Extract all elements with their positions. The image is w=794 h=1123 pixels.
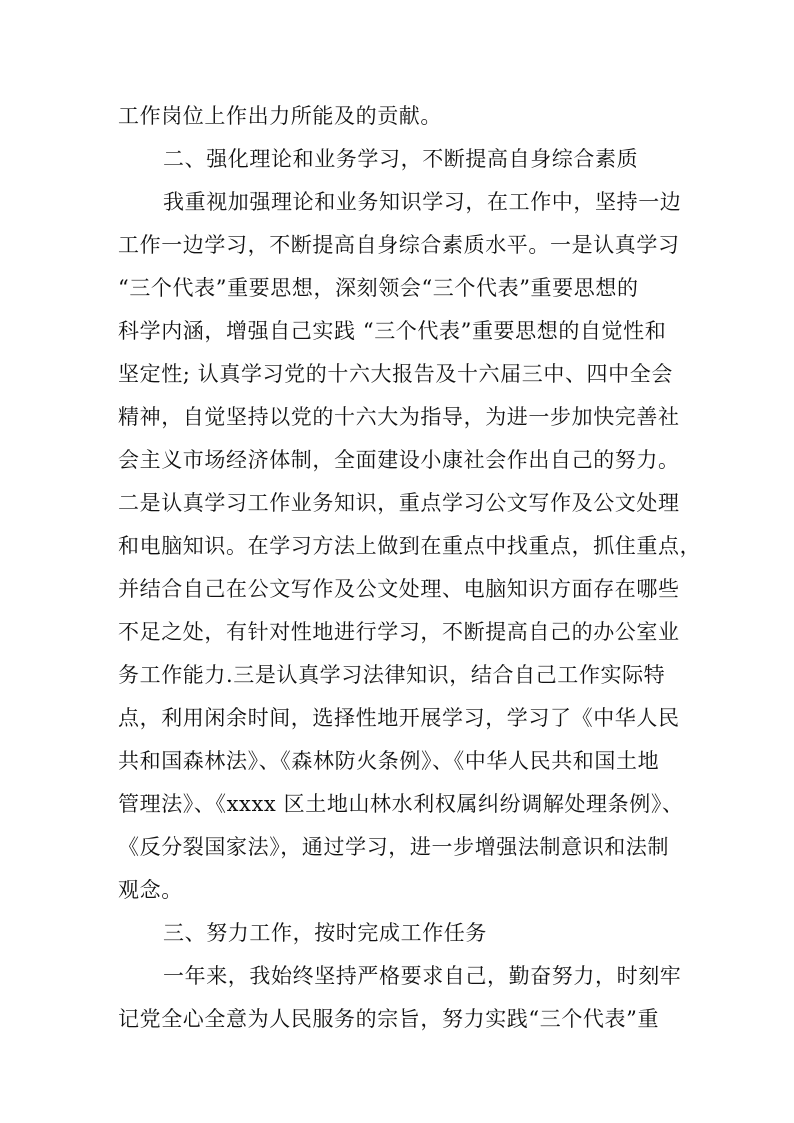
text-line: 一年来，我始终坚持严格要求自己，勤奋努力，时刻牢 [163, 964, 682, 988]
text-line: 科学内涵，增强自己实践 “三个代表”重要思想的自觉性和 [118, 319, 667, 343]
text-line: 工作岗位上作出力所能及的贡献。 [118, 104, 442, 128]
text-line: 工作一边学习，不断提高自身综合素质水平。一是认真学习 [118, 233, 680, 257]
text-line: “三个代表”重要思想，深刻领会“三个代表”重要思想的 [118, 276, 639, 300]
text-line: 我重视加强理论和业务知识学习，在工作中，坚持一边 [163, 190, 682, 214]
text-line: 记党全心全意为人民服务的宗旨，努力实践“三个代表”重 [118, 1007, 660, 1031]
section-heading: 二、强化理论和业务学习，不断提高自身综合素质 [163, 147, 639, 171]
text-line: 务工作能力.三是认真学习法律知识，结合自己工作实际特 [118, 663, 666, 687]
text-line: 《反分裂国家法》，通过学习，进一步增强法制意识和法制 [118, 835, 670, 859]
text-line: 会主义市场经济体制，全面建设小康社会作出自己的努力。 [118, 448, 680, 472]
text-line: 共和国森林法》、《森林防火条例》、《中华人民共和国土地 [118, 749, 660, 773]
text-line: 点，利用闲余时间，选择性地开展学习，学习了《中华人民 [118, 706, 680, 730]
text-line: 不足之处，有针对性地进行学习，不断提高自己的办公室业 [118, 620, 680, 644]
text-line: 二是认真学习工作业务知识，重点学习公文写作及公文处理 [118, 491, 680, 515]
text-line: 并结合自己在公文写作及公文处理、电脑知识方面存在哪些 [118, 577, 680, 601]
text-line: 和电脑知识。在学习方法上做到在重点中找重点，抓住重点， [118, 534, 702, 558]
text-line: 精神，自觉坚持以党的十六大为指导，为进一步加快完善社 [118, 405, 680, 429]
text-line: 观念。 [118, 878, 183, 902]
text-line: 坚定性; 认真学习党的十六大报告及十六届三中、四中全会 [118, 362, 673, 386]
text-line: 管理法》、《xxxx 区土地山林水利权属纠纷调解处理条例》、 [118, 792, 684, 816]
section-heading: 三、努力工作，按时完成工作任务 [163, 921, 487, 945]
